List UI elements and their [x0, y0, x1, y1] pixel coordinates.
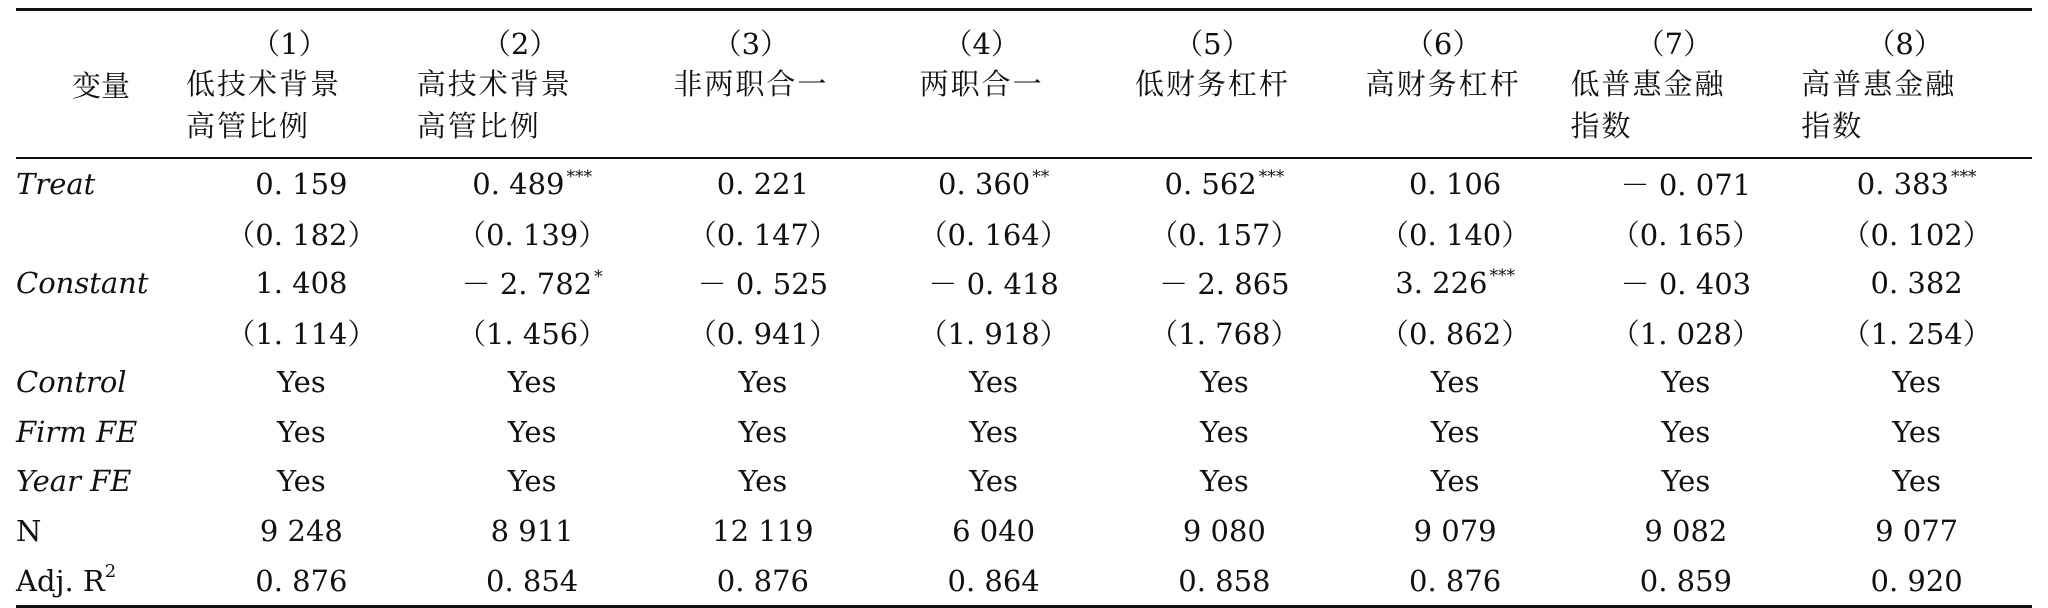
row-variable-label: [16, 556, 186, 607]
table-cell: [878, 556, 1109, 607]
cell-content: [1183, 514, 1266, 548]
table-cell: [417, 506, 648, 556]
table-cell: [1109, 457, 1340, 507]
cell-value: － 0. 403: [1620, 267, 1752, 302]
table-row: [16, 556, 2032, 607]
cell-content: [948, 564, 1040, 598]
table-row: [16, 209, 2032, 259]
column-label-line: 低技术背景: [186, 66, 342, 101]
cell-content: [277, 464, 326, 498]
cell-content: [1871, 564, 1963, 598]
cell-content: [1159, 262, 1289, 303]
significance-stars: ***: [1489, 265, 1515, 286]
table-cell: [1571, 506, 1802, 556]
row-variable-label: [16, 258, 186, 308]
column-label-line: 低财务杠杆: [1134, 66, 1290, 101]
column-header-5: [1109, 10, 1340, 159]
cell-value: 12 119: [712, 513, 814, 548]
table-cell: [1340, 258, 1571, 308]
table-cell: [1801, 556, 2032, 607]
table-row: [16, 308, 2032, 358]
cell-value: （0. 862）: [1380, 317, 1531, 352]
variable-name: Treat: [16, 166, 96, 201]
variable-header: 变量: [71, 68, 130, 103]
significance-stars: **: [1032, 166, 1050, 187]
cell-value: Yes: [1661, 464, 1711, 499]
cell-content: [457, 312, 607, 353]
cell-content: [938, 167, 1049, 201]
cell-content: [1200, 415, 1249, 449]
cell-value: （0. 140）: [1380, 217, 1531, 252]
cell-value: 0. 920: [1870, 563, 1963, 598]
column-number: （3）: [712, 26, 790, 61]
cell-content: [508, 415, 557, 449]
cell-value: 0. 876: [255, 563, 348, 598]
cell-content: [1431, 464, 1480, 498]
cell-value: Yes: [1661, 414, 1711, 449]
cell-value: （0. 941）: [687, 317, 838, 352]
cell-content: [1662, 464, 1711, 498]
cell-content: [919, 213, 1069, 254]
cell-value: Yes: [969, 414, 1018, 449]
cell-value: 0. 562: [1164, 166, 1257, 201]
table-cell: [878, 258, 1109, 308]
cell-content: [1871, 266, 1963, 300]
table-row: [16, 258, 2032, 308]
table-cell: [186, 407, 417, 457]
variable-name: N: [16, 513, 42, 548]
table-cell: [186, 357, 417, 407]
cell-content: [1200, 365, 1249, 399]
table-cell: [1109, 506, 1340, 556]
cell-value: Yes: [738, 414, 788, 449]
variable-name: Control: [16, 365, 127, 400]
table-cell: [1109, 158, 1340, 209]
cell-content: [1892, 464, 1941, 498]
table-body: [16, 158, 2032, 607]
cell-content: [712, 514, 813, 548]
cell-content: [1640, 564, 1732, 598]
cell-content: [462, 262, 603, 303]
cell-value: 0. 360: [938, 166, 1031, 201]
table-cell: [878, 158, 1109, 209]
cell-content: [277, 365, 326, 399]
significance-stars: ***: [566, 166, 592, 187]
cell-value: （0. 182）: [226, 217, 377, 252]
table-cell: [648, 158, 879, 209]
cell-content: [1409, 167, 1501, 201]
table-cell: [878, 457, 1109, 507]
column-label-line: 低普惠金融: [1570, 66, 1726, 101]
cell-value: （1. 254）: [1841, 317, 1992, 352]
cell-value: （1. 028）: [1610, 317, 1761, 352]
cell-value: Yes: [1430, 414, 1480, 449]
cell-value: － 0. 525: [697, 267, 829, 302]
row-variable-label: [16, 457, 186, 507]
cell-value: Yes: [1200, 365, 1249, 400]
table-cell: [1109, 357, 1340, 407]
cell-content: [1431, 415, 1480, 449]
column-label-line: 高技术背景: [416, 66, 572, 101]
cell-content: [491, 514, 574, 548]
column-label-line: 高普惠金融: [1801, 66, 1957, 101]
row-variable-label: [16, 506, 186, 556]
cell-value: 0. 859: [1639, 563, 1732, 598]
cell-value: Yes: [738, 365, 788, 400]
cell-content: [486, 564, 578, 598]
column-header-3: [648, 10, 879, 159]
table-cell: [417, 258, 648, 308]
cell-content: [739, 464, 788, 498]
table-cell: [417, 457, 648, 507]
cell-value: 8 911: [490, 513, 574, 548]
cell-content: [1178, 564, 1270, 598]
cell-value: （0. 165）: [1610, 217, 1761, 252]
table-cell: [186, 308, 417, 358]
table-cell: [417, 209, 648, 259]
cell-value: 0. 221: [716, 166, 809, 201]
cell-value: 0. 858: [1178, 563, 1271, 598]
variable-name: Year FE: [16, 464, 132, 499]
cell-content: [1395, 266, 1515, 300]
cell-value: Yes: [969, 464, 1018, 499]
cell-value: Yes: [1892, 464, 1941, 499]
table-cell: [1340, 506, 1571, 556]
column-label-line: 高管比例: [186, 108, 311, 143]
table-cell: [1571, 158, 1802, 209]
table-cell: [186, 258, 417, 308]
table-cell: [1801, 308, 2032, 358]
table-row: [16, 357, 2032, 407]
cell-value: （1. 456）: [457, 317, 608, 352]
cell-value: Yes: [738, 464, 788, 499]
column-number: （7）: [1635, 26, 1713, 61]
cell-content: [739, 415, 788, 449]
cell-value: 0. 854: [486, 563, 579, 598]
cell-value: Yes: [507, 414, 557, 449]
row-variable-label: [16, 209, 186, 259]
table-cell: [1571, 308, 1802, 358]
table-cell: [878, 308, 1109, 358]
table-row: [16, 457, 2032, 507]
table-cell: [1801, 209, 2032, 259]
cell-content: [1892, 415, 1941, 449]
table-cell: [1109, 556, 1340, 607]
cell-value: 9 080: [1182, 513, 1266, 548]
column-label-line: 非两职合一: [673, 66, 829, 101]
table-cell: [417, 308, 648, 358]
cell-value: Yes: [507, 464, 557, 499]
cell-content: [1431, 365, 1480, 399]
table-cell: [648, 457, 879, 507]
cell-content: [1621, 163, 1751, 204]
column-header-2: [417, 10, 648, 159]
variable-name: Adj. R: [16, 563, 105, 598]
cell-content: [1892, 365, 1941, 399]
cell-content: [508, 365, 557, 399]
cell-content: [688, 213, 838, 254]
cell-value: Yes: [507, 365, 557, 400]
cell-content: [1149, 213, 1299, 254]
row-variable-label: [16, 308, 186, 358]
table-cell: [417, 407, 648, 457]
table-cell: [1571, 209, 1802, 259]
row-variable-label: [16, 357, 186, 407]
cell-value: 9 248: [259, 513, 343, 548]
table-cell: [1801, 506, 2032, 556]
table-cell: [1340, 357, 1571, 407]
table-cell: [648, 556, 879, 607]
cell-content: [255, 167, 347, 201]
cell-value: 3. 226: [1395, 265, 1488, 300]
cell-value: （0. 102）: [1841, 217, 1992, 252]
table-cell: [1801, 457, 2032, 507]
cell-content: [688, 312, 838, 353]
cell-value: 0. 489: [472, 166, 565, 201]
table-cell: [1109, 407, 1340, 457]
column-label-line: 高管比例: [416, 108, 541, 143]
row-variable-label: [16, 158, 186, 209]
table-cell: [648, 308, 879, 358]
column-number: （5）: [1174, 26, 1251, 61]
cell-value: 0. 382: [1870, 265, 1963, 300]
cell-content: [226, 312, 376, 353]
cell-content: [969, 365, 1018, 399]
table-cell: [1109, 258, 1340, 308]
cell-content: [508, 464, 557, 498]
cell-content: [260, 514, 343, 548]
column-label-line: 高财务杠杆: [1365, 66, 1521, 101]
cell-content: [698, 262, 828, 303]
cell-value: 9 079: [1413, 513, 1497, 548]
cell-content: [739, 365, 788, 399]
cell-content: [919, 312, 1069, 353]
column-label-line: 指数: [1801, 108, 1864, 143]
cell-value: Yes: [1892, 365, 1941, 400]
cell-content: [928, 262, 1058, 303]
column-header-8: [1801, 10, 2032, 159]
column-number: （2）: [481, 26, 559, 61]
cell-content: [1165, 167, 1285, 201]
cell-value: （0. 139）: [457, 217, 608, 252]
cell-content: [1414, 514, 1497, 548]
header-row: [16, 10, 2032, 159]
cell-content: [969, 415, 1018, 449]
cell-content: [952, 514, 1035, 548]
cell-content: [277, 415, 326, 449]
cell-value: （1. 768）: [1149, 317, 1300, 352]
table-cell: [1801, 158, 2032, 209]
cell-content: [1200, 464, 1249, 498]
table-cell: [417, 158, 648, 209]
cell-content: [1409, 564, 1501, 598]
significance-stars: ***: [1951, 166, 1977, 187]
cell-value: 0. 876: [1409, 563, 1502, 598]
cell-content: [1611, 312, 1761, 353]
cell-value: （1. 918）: [918, 317, 1069, 352]
table-cell: [878, 407, 1109, 457]
table-cell: [1571, 357, 1802, 407]
cell-content: [1842, 312, 1992, 353]
table-cell: [648, 506, 879, 556]
table-cell: [878, 209, 1109, 259]
column-number: （1）: [251, 26, 328, 61]
table-cell: [1571, 556, 1802, 607]
table-cell: [1801, 258, 2032, 308]
cell-content: [717, 564, 809, 598]
table-cell: [186, 457, 417, 507]
cell-value: 0. 159: [255, 166, 348, 201]
regression-table: [16, 8, 2032, 608]
cell-value: Yes: [969, 365, 1018, 400]
cell-content: [472, 167, 592, 201]
cell-value: Yes: [277, 365, 326, 400]
table-cell: [186, 506, 417, 556]
cell-value: Yes: [1892, 414, 1941, 449]
cell-content: [1611, 213, 1761, 254]
cell-value: Yes: [1430, 464, 1480, 499]
cell-value: Yes: [1200, 464, 1249, 499]
cell-value: 6 040: [952, 513, 1036, 548]
significance-stars: ***: [1258, 166, 1285, 187]
cell-value: 0. 106: [1409, 166, 1502, 201]
cell-content: [1621, 262, 1751, 303]
table-cell: [1571, 457, 1802, 507]
cell-value: 1. 408: [255, 265, 348, 300]
column-header-1: [186, 10, 417, 159]
table-cell: [1340, 158, 1571, 209]
table-cell: [878, 357, 1109, 407]
cell-content: [1149, 312, 1299, 353]
superscript: 2: [104, 560, 117, 582]
table-cell: [648, 407, 879, 457]
table-cell: [186, 158, 417, 209]
cell-value: 0. 876: [716, 563, 809, 598]
table-cell: [1109, 209, 1340, 259]
table-cell: [1571, 407, 1802, 457]
cell-value: － 0. 071: [1620, 168, 1752, 203]
column-header-4: [878, 10, 1109, 159]
cell-value: （0. 157）: [1149, 217, 1300, 252]
cell-value: Yes: [1200, 414, 1249, 449]
table-cell: [1340, 457, 1571, 507]
cell-content: [1875, 514, 1958, 548]
cell-content: [1662, 415, 1711, 449]
cell-content: [255, 266, 347, 300]
significance-stars: *: [594, 267, 603, 288]
table-row: [16, 506, 2032, 556]
cell-content: [226, 213, 376, 254]
table-cell: [1571, 258, 1802, 308]
column-number: （6）: [1404, 26, 1482, 61]
table-cell: [186, 209, 417, 259]
column-number: （8）: [1866, 26, 1943, 61]
cell-value: 9 082: [1644, 513, 1728, 548]
cell-content: [717, 167, 809, 201]
cell-value: Yes: [277, 414, 326, 449]
table-cell: [417, 556, 648, 607]
cell-content: [1857, 167, 1977, 201]
cell-value: （0. 164）: [918, 217, 1069, 252]
table-cell: [1340, 308, 1571, 358]
cell-value: Yes: [1430, 365, 1480, 400]
table-cell: [1801, 407, 2032, 457]
cell-content: [1842, 213, 1992, 254]
column-label-line: 指数: [1570, 108, 1633, 143]
cell-value: － 2. 782: [461, 267, 593, 302]
cell-value: Yes: [1661, 365, 1711, 400]
table-row: [16, 407, 2032, 457]
cell-value: 9 077: [1875, 513, 1959, 548]
cell-content: [1644, 514, 1727, 548]
cell-value: （1. 114）: [226, 317, 377, 352]
column-label-line: 两职合一: [919, 66, 1044, 101]
table-row: [16, 158, 2032, 209]
table-cell: [1340, 209, 1571, 259]
cell-value: 0. 864: [947, 563, 1040, 598]
cell-content: [1380, 213, 1530, 254]
variable-name: Constant: [16, 265, 149, 300]
cell-value: 0. 383: [1856, 166, 1949, 201]
cell-value: － 2. 865: [1159, 267, 1290, 302]
cell-value: － 0. 418: [928, 267, 1059, 302]
row-variable-label: [16, 407, 186, 457]
cell-value: （0. 147）: [687, 217, 838, 252]
table-cell: [1340, 407, 1571, 457]
table-cell: [648, 258, 879, 308]
table-cell: [1109, 308, 1340, 358]
cell-content: [969, 464, 1018, 498]
table-cell: [648, 357, 879, 407]
cell-content: [1380, 312, 1530, 353]
cell-content: [457, 213, 607, 254]
cell-value: Yes: [277, 464, 326, 499]
column-header-6: [1340, 10, 1571, 159]
table-cell: [648, 209, 879, 259]
table-cell: [417, 357, 648, 407]
column-number: （4）: [943, 26, 1020, 61]
table-cell: [186, 556, 417, 607]
table-cell: [1340, 556, 1571, 607]
variable-name: Firm FE: [16, 414, 138, 449]
table-cell: [1801, 357, 2032, 407]
table-cell: [878, 506, 1109, 556]
cell-content: [1662, 365, 1711, 399]
column-header-7: [1571, 10, 1802, 159]
cell-content: [255, 564, 347, 598]
